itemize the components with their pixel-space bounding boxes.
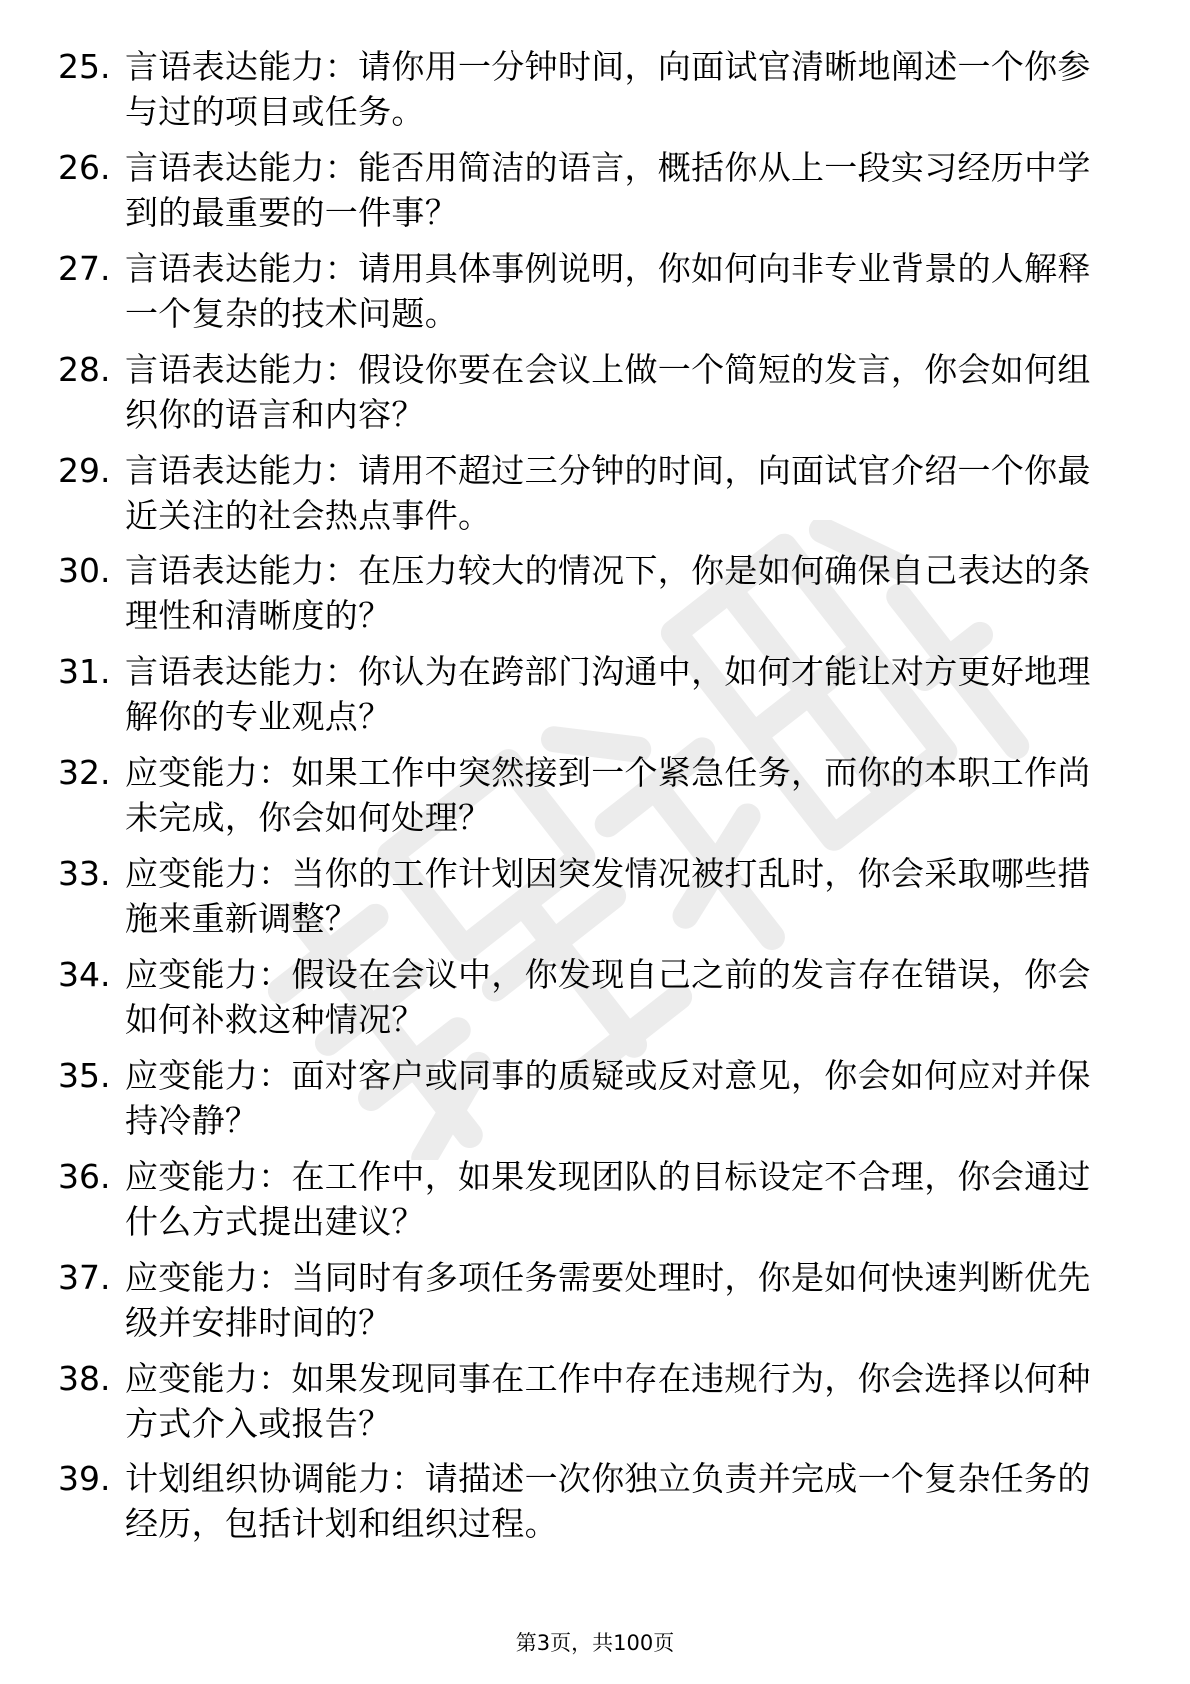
question-number: 37. <box>58 1257 111 1297</box>
question-text: 应变能力：如果工作中突然接到一个紧急任务，而你的本职工作尚未完成，你会如何处理？ <box>125 753 1091 838</box>
question-number: 35. <box>58 1055 111 1095</box>
question-text: 言语表达能力：请用不超过三分钟的时间，向面试官介绍一个你最近关注的社会热点事件。 <box>125 450 1091 535</box>
question-number: 32. <box>58 753 111 793</box>
question-number: 39. <box>58 1459 111 1499</box>
question-item <box>58 1053 1118 1143</box>
question-number: 30. <box>58 551 111 591</box>
question-number: 36. <box>58 1156 111 1196</box>
question-number: 31. <box>58 652 111 692</box>
question-item <box>58 1255 1118 1345</box>
question-item <box>58 952 1118 1042</box>
question-text: 言语表达能力：请你用一分钟时间，向面试官清晰地阐述一个你参与过的项目或任务。 <box>125 47 1091 131</box>
question-item <box>58 246 1118 336</box>
question-item <box>58 448 1118 538</box>
question-text: 言语表达能力：请用具体事例说明，你如何向非专业背景的人解释一个复杂的技术问题。 <box>125 248 1091 333</box>
question-item <box>58 347 1118 437</box>
question-number: 26. <box>58 147 111 187</box>
question-item <box>58 145 1118 235</box>
question-text: 应变能力：假设在会议中，你发现自己之前的发言存在错误，你会如何补救这种情况？ <box>125 955 1091 1040</box>
question-text: 计划组织协调能力：请描述一次你独立负责并完成一个复杂任务的经历，包括计划和组织过程。 <box>125 1459 1091 1544</box>
question-number: 25. <box>58 47 111 86</box>
question-text: 应变能力：当同时有多项任务需要处理时，你是如何快速判断优先级并安排时间的？ <box>125 1257 1091 1342</box>
question-number: 27. <box>58 248 111 288</box>
question-item <box>58 1456 1118 1546</box>
question-text: 应变能力：如果发现同事在工作中存在违规行为，你会选择以何种方式介入或报告？ <box>125 1358 1091 1443</box>
question-text: 言语表达能力：假设你要在会议上做一个简短的发言，你会如何组织你的语言和内容？ <box>125 349 1091 434</box>
question-text: 应变能力：当你的工作计划因突发情况被打乱时，你会采取哪些措施来重新调整？ <box>125 854 1091 939</box>
page-number-label: 第3页，共100页 <box>515 1631 675 1655</box>
question-item <box>58 1356 1118 1446</box>
question-item <box>58 750 1118 840</box>
question-number: 29. <box>58 450 111 490</box>
question-number: 38. <box>58 1358 111 1398</box>
question-number: 34. <box>58 955 111 995</box>
page-footer <box>0 1628 1190 1658</box>
question-item <box>58 548 1118 638</box>
question-text: 言语表达能力：你认为在跨部门沟通中，如何才能让对方更好地理解你的专业观点？ <box>125 652 1091 737</box>
question-text: 言语表达能力：能否用简洁的语言，概括你从上一段实习经历中学到的最重要的一件事？ <box>125 147 1091 232</box>
question-item <box>58 1154 1118 1244</box>
question-number: 33. <box>58 854 111 894</box>
question-item <box>58 649 1118 739</box>
question-list <box>58 44 1118 1557</box>
question-number: 28. <box>58 349 111 389</box>
question-text: 应变能力：面对客户或同事的质疑或反对意见，你会如何应对并保持冷静？ <box>125 1055 1091 1140</box>
question-item <box>58 851 1118 941</box>
question-item <box>58 44 1118 134</box>
question-text: 应变能力：在工作中，如果发现团队的目标设定不合理，你会通过什么方式提出建议？ <box>125 1156 1091 1241</box>
question-text: 言语表达能力：在压力较大的情况下，你是如何确保自己表达的条理性和清晰度的？ <box>125 551 1091 636</box>
